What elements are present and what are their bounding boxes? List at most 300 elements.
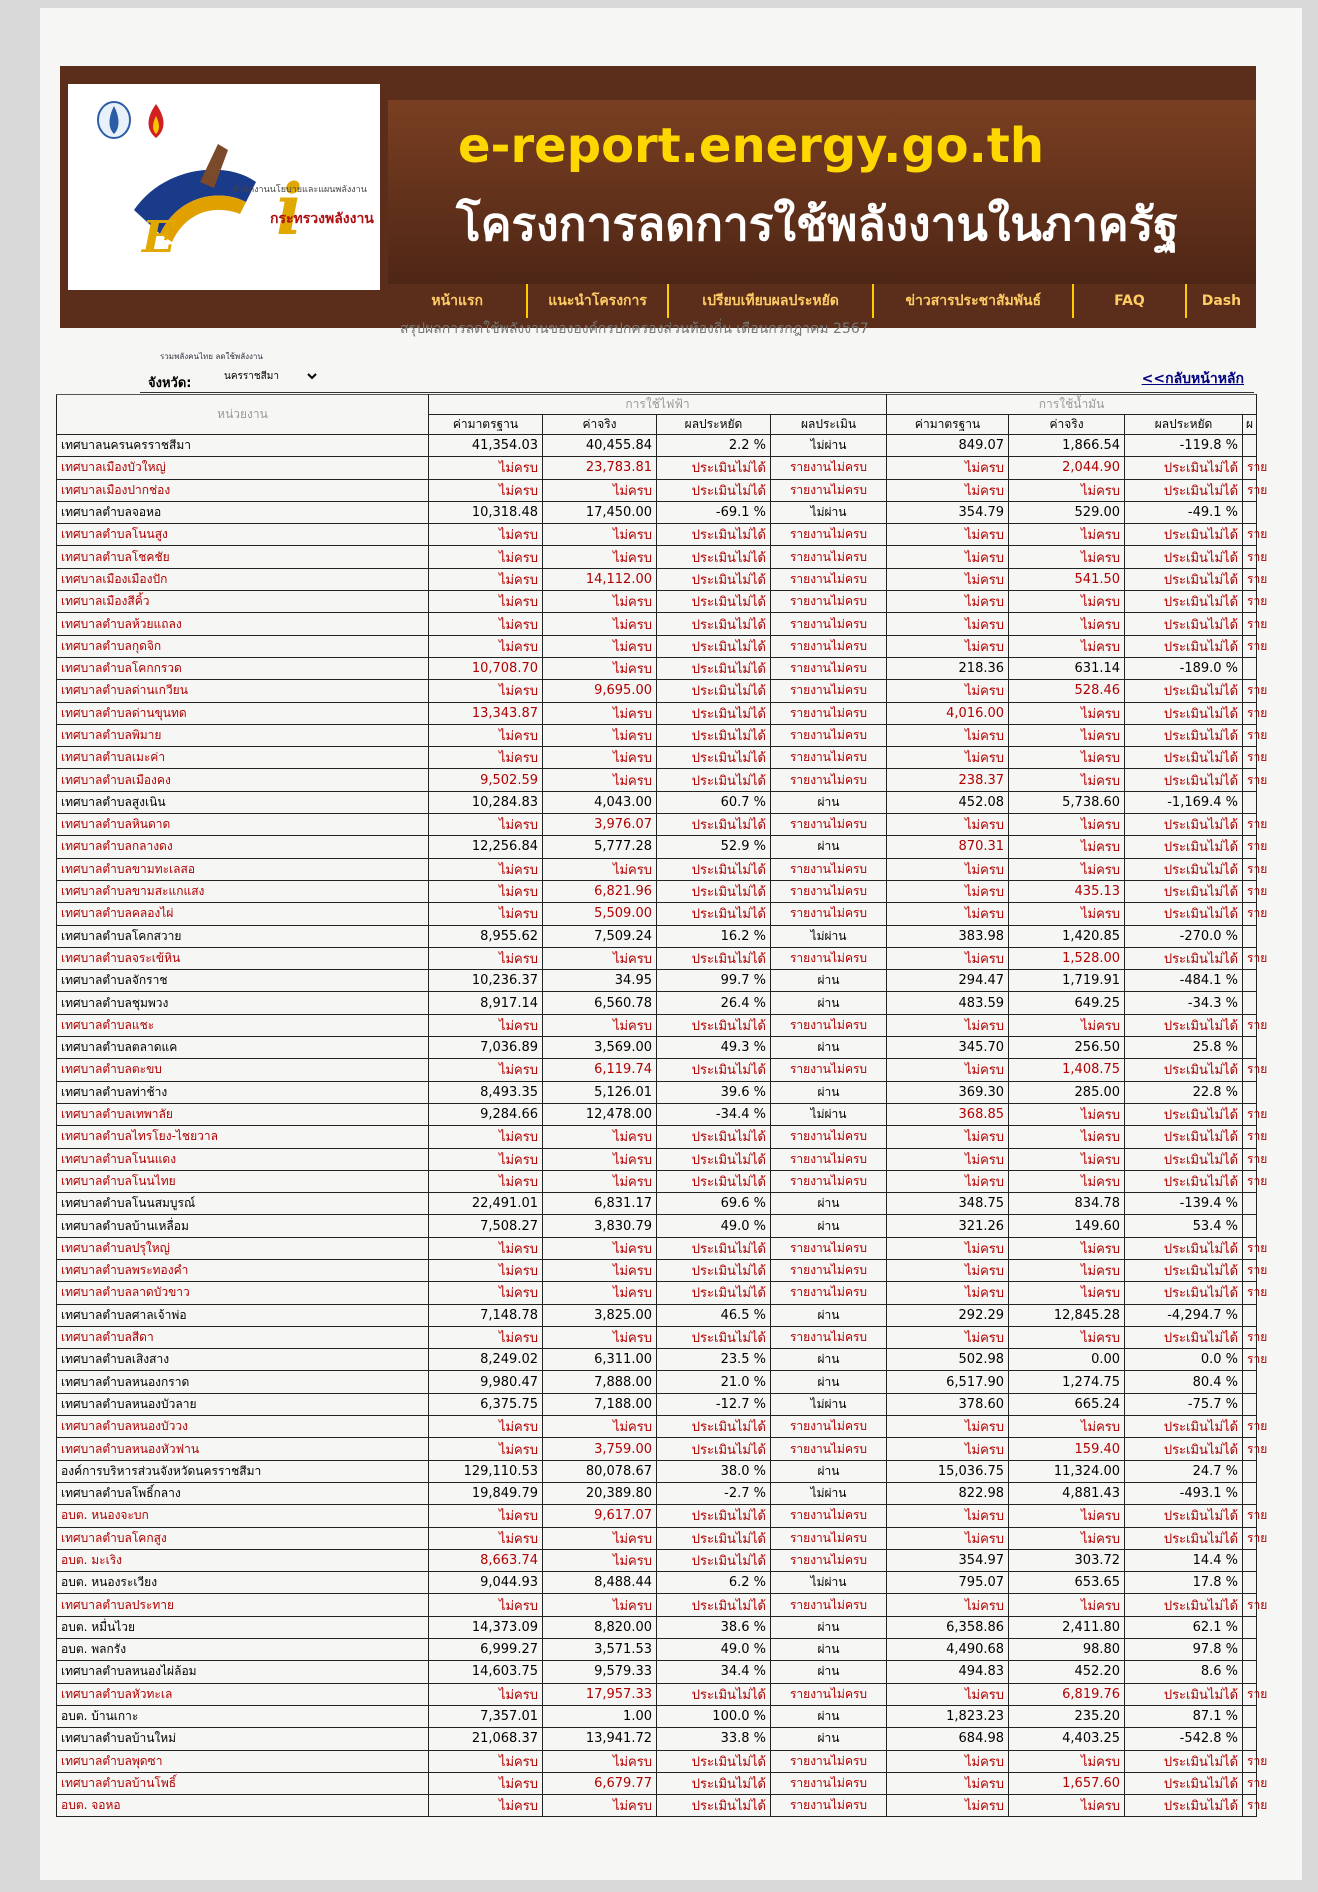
table-row (57, 1416, 1257, 1438)
agency-name-cell[interactable]: เทศบาลตำบลกลางดง (57, 836, 429, 858)
elec-standard-cell: ไม่ครบ (429, 635, 543, 657)
elec-saving-cell: ประเมินไม่ได้ (657, 1549, 771, 1571)
agency-name-cell: อบต. พลกรัง (57, 1639, 429, 1661)
elec-standard-cell: 12,256.84 (429, 836, 543, 858)
agency-name-cell[interactable]: เทศบาลตำบลหัวทะเล (57, 1683, 429, 1705)
elec-standard-cell: 13,343.87 (429, 702, 543, 724)
column-header: ค่ามาตรฐาน (429, 415, 543, 435)
fuel-saving-cell: -75.7 % (1125, 1393, 1243, 1415)
nav-compare[interactable]: เปรียบเทียบผลประหยัด (667, 284, 873, 318)
table-row (57, 1237, 1257, 1259)
logo-slogan-text: รวมพลังคนไทย ลดใช้พลังงาน (160, 352, 263, 361)
table-row (57, 501, 1257, 523)
svg-text:E: E (142, 212, 176, 263)
agency-name-cell: เทศบาลตำบลตลาดแค (57, 1037, 429, 1059)
fuel-standard-cell: ไม่ครบ (887, 724, 1009, 746)
fuel-result-cell: ราย (1243, 1326, 1257, 1348)
elec-saving-cell: 16.2 % (657, 925, 771, 947)
fuel-saving-cell: ประเมินไม่ได้ (1125, 880, 1243, 902)
table-row (57, 1193, 1257, 1215)
fuel-saving-cell: ประเมินไม่ได้ (1125, 457, 1243, 479)
table-row (57, 925, 1257, 947)
elec-standard-cell: 6,375.75 (429, 1393, 543, 1415)
fuel-saving-cell: -4,294.7 % (1125, 1304, 1243, 1326)
table-row (57, 546, 1257, 568)
fuel-result-cell (1243, 1393, 1257, 1415)
agency-name-cell[interactable]: เทศบาลตำบลปรุใหญ่ (57, 1237, 429, 1259)
nav-faq[interactable]: FAQ (1072, 284, 1185, 318)
elec-standard-cell: 8,955.62 (429, 925, 543, 947)
agency-name-cell[interactable]: เทศบาลเมืองบัวใหญ่ (57, 457, 429, 479)
agency-name-cell[interactable]: เทศบาลตำบลตะขบ (57, 1059, 429, 1081)
agency-name-cell[interactable]: เทศบาลตำบลโคกกรวด (57, 657, 429, 679)
elec-saving-cell: 52.9 % (657, 836, 771, 858)
elec-actual-cell: ไม่ครบ (543, 702, 657, 724)
nav-news[interactable]: ข่าวสารประชาสัมพันธ์ (872, 284, 1072, 318)
fuel-actual-cell: 649.25 (1009, 992, 1125, 1014)
agency-name-cell[interactable]: เทศบาลตำบลขามสะแกแสง (57, 880, 429, 902)
fuel-standard-cell: 4,490.68 (887, 1639, 1009, 1661)
elec-result-cell: รายงานไม่ครบ (771, 1549, 887, 1571)
agency-name-cell[interactable]: เทศบาลตำบลโนนไทย (57, 1170, 429, 1192)
agency-name-cell[interactable]: อบต. มะเริง (57, 1549, 429, 1571)
fuel-saving-cell: -1,169.4 % (1125, 791, 1243, 813)
fuel-result-cell: ราย (1243, 724, 1257, 746)
elec-actual-cell: 6,679.77 (543, 1772, 657, 1794)
agency-name-cell[interactable]: เทศบาลตำบลพระทองคำ (57, 1259, 429, 1281)
agency-name-cell: เทศบาลตำบลสูงเนิน (57, 791, 429, 813)
elec-saving-cell: ประเมินไม่ได้ (657, 858, 771, 880)
table-row (57, 903, 1257, 925)
agency-name-cell: เทศบาลตำบลโนนสมบูรณ์ (57, 1193, 429, 1215)
agency-name-cell[interactable]: เทศบาลเมืองปากช่อง (57, 479, 429, 501)
agency-name-cell[interactable]: เทศบาลเมืองสีคิ้ว (57, 591, 429, 613)
fuel-actual-cell: ไม่ครบ (1009, 769, 1125, 791)
nav-about[interactable]: แนะนำโครงการ (526, 284, 666, 318)
elec-result-cell: รายงานไม่ครบ (771, 1059, 887, 1081)
elec-standard-cell: 9,502.59 (429, 769, 543, 791)
elec-standard-cell: ไม่ครบ (429, 814, 543, 836)
elec-saving-cell: 21.0 % (657, 1371, 771, 1393)
agency-name-cell[interactable]: เทศบาลตำบลหนองบัววง (57, 1416, 429, 1438)
elec-result-cell: รายงานไม่ครบ (771, 457, 887, 479)
fuel-standard-cell: ไม่ครบ (887, 568, 1009, 590)
elec-actual-cell: 20,389.80 (543, 1482, 657, 1504)
fuel-result-cell (1243, 992, 1257, 1014)
agency-name-cell[interactable]: เทศบาลตำบลหินดาด (57, 814, 429, 836)
fuel-actual-cell: ไม่ครบ (1009, 1527, 1125, 1549)
elec-saving-cell: -2.7 % (657, 1482, 771, 1504)
main-nav (388, 284, 1256, 318)
agency-name-cell[interactable]: เทศบาลตำบลเมืองคง (57, 769, 429, 791)
fuel-saving-cell: ประเมินไม่ได้ (1125, 1148, 1243, 1170)
fuel-standard-cell: 870.31 (887, 836, 1009, 858)
agency-name-cell[interactable]: เทศบาลตำบลเมะค่า (57, 747, 429, 769)
elec-standard-cell: 14,373.09 (429, 1616, 543, 1638)
agency-name-cell[interactable]: เทศบาลตำบลโนนสูง (57, 524, 429, 546)
fuel-actual-cell: 653.65 (1009, 1572, 1125, 1594)
elec-result-cell: ผ่าน (771, 1460, 887, 1482)
table-row (57, 1059, 1257, 1081)
fuel-standard-cell: ไม่ครบ (887, 1170, 1009, 1192)
elec-saving-cell: ประเมินไม่ได้ (657, 635, 771, 657)
fuel-result-cell (1243, 1081, 1257, 1103)
province-select[interactable] (220, 370, 320, 383)
elec-standard-cell: 10,284.83 (429, 791, 543, 813)
fuel-result-cell (1243, 435, 1257, 457)
agency-name-cell[interactable]: เทศบาลตำบลจระเข้หิน (57, 947, 429, 969)
elec-actual-cell: ไม่ครบ (543, 1750, 657, 1772)
elec-standard-cell: ไม่ครบ (429, 1795, 543, 1817)
elec-saving-cell: ประเมินไม่ได้ (657, 524, 771, 546)
elec-saving-cell: ประเมินไม่ได้ (657, 1126, 771, 1148)
elec-standard-cell: 6,999.27 (429, 1639, 543, 1661)
elec-saving-cell: ประเมินไม่ได้ (657, 1438, 771, 1460)
elec-actual-cell: ไม่ครบ (543, 1170, 657, 1192)
elec-saving-cell: ประเมินไม่ได้ (657, 1170, 771, 1192)
fuel-standard-cell: ไม่ครบ (887, 546, 1009, 568)
logo-ministry-text: กระทรวงพลังงาน (270, 211, 374, 227)
agency-name-cell: เทศบาลตำบลชุมพวง (57, 992, 429, 1014)
elec-result-cell: รายงานไม่ครบ (771, 1237, 887, 1259)
elec-standard-cell: ไม่ครบ (429, 1282, 543, 1304)
elec-actual-cell: 14,112.00 (543, 568, 657, 590)
fuel-saving-cell: 0.0 % (1125, 1349, 1243, 1371)
electric-group-header: การใช้ไฟฟ้า (429, 395, 887, 415)
agency-name-cell[interactable]: เทศบาลตำบลสีดา (57, 1326, 429, 1348)
fuel-result-cell: ราย (1243, 524, 1257, 546)
agency-name-cell[interactable]: อบต. จอหอ (57, 1795, 429, 1817)
elec-saving-cell: 34.4 % (657, 1661, 771, 1683)
elec-saving-cell: 100.0 % (657, 1705, 771, 1727)
elec-result-cell: รายงานไม่ครบ (771, 1750, 887, 1772)
fuel-standard-cell: 6,517.90 (887, 1371, 1009, 1393)
fuel-saving-cell: ประเมินไม่ได้ (1125, 1750, 1243, 1772)
table-row (57, 1148, 1257, 1170)
elec-standard-cell: 129,110.53 (429, 1460, 543, 1482)
fuel-saving-cell: -189.0 % (1125, 657, 1243, 679)
elec-actual-cell: 9,695.00 (543, 680, 657, 702)
table-row (57, 457, 1257, 479)
elec-standard-cell: 10,318.48 (429, 501, 543, 523)
fuel-saving-cell: ประเมินไม่ได้ (1125, 1126, 1243, 1148)
elec-result-cell: ไม่ผ่าน (771, 501, 887, 523)
elec-actual-cell: 3,759.00 (543, 1438, 657, 1460)
elec-actual-cell: ไม่ครบ (543, 1594, 657, 1616)
elec-result-cell: รายงานไม่ครบ (771, 747, 887, 769)
table-row (57, 1170, 1257, 1192)
fuel-standard-cell: ไม่ครบ (887, 1259, 1009, 1281)
elec-saving-cell: -12.7 % (657, 1393, 771, 1415)
fuel-standard-cell: 684.98 (887, 1728, 1009, 1750)
elec-saving-cell: 99.7 % (657, 970, 771, 992)
elec-result-cell: รายงานไม่ครบ (771, 814, 887, 836)
elec-result-cell: ผ่าน (771, 1728, 887, 1750)
agency-name-cell[interactable]: อบต. หนองจะบก (57, 1505, 429, 1527)
agency-name-cell[interactable]: เทศบาลตำบลคลองไผ่ (57, 903, 429, 925)
elec-actual-cell: 6,560.78 (543, 992, 657, 1014)
fuel-standard-cell: ไม่ครบ (887, 1683, 1009, 1705)
fuel-saving-cell: ประเมินไม่ได้ (1125, 680, 1243, 702)
fuel-result-cell (1243, 791, 1257, 813)
fuel-actual-cell: ไม่ครบ (1009, 1170, 1125, 1192)
agency-name-cell[interactable]: เทศบาลตำบลด่านเกวียน (57, 680, 429, 702)
fuel-result-cell: ราย (1243, 836, 1257, 858)
fuel-saving-cell: ประเมินไม่ได้ (1125, 1416, 1243, 1438)
fuel-saving-cell: ประเมินไม่ได้ (1125, 836, 1243, 858)
fuel-saving-cell: ประเมินไม่ได้ (1125, 769, 1243, 791)
fuel-actual-cell: ไม่ครบ (1009, 1103, 1125, 1125)
elec-result-cell: ไม่ผ่าน (771, 925, 887, 947)
elec-actual-cell: ไม่ครบ (543, 524, 657, 546)
table-row (57, 791, 1257, 813)
elec-result-cell: ผ่าน (771, 1349, 887, 1371)
fuel-saving-cell: 25.8 % (1125, 1037, 1243, 1059)
fuel-standard-cell: 345.70 (887, 1037, 1009, 1059)
agency-name-cell[interactable]: เทศบาลเมืองเมืองปัก (57, 568, 429, 590)
elec-standard-cell: ไม่ครบ (429, 1170, 543, 1192)
elec-actual-cell: 17,957.33 (543, 1683, 657, 1705)
elec-saving-cell: ประเมินไม่ได้ (657, 546, 771, 568)
elec-result-cell: รายงานไม่ครบ (771, 702, 887, 724)
fuel-result-cell (1243, 1639, 1257, 1661)
elec-result-cell: รายงานไม่ครบ (771, 524, 887, 546)
fuel-actual-cell: ไม่ครบ (1009, 1594, 1125, 1616)
fuel-saving-cell: ประเมินไม่ได้ (1125, 858, 1243, 880)
elec-actual-cell: ไม่ครบ (543, 1148, 657, 1170)
fuel-actual-cell: ไม่ครบ (1009, 836, 1125, 858)
fuel-result-cell: ราย (1243, 1527, 1257, 1549)
fuel-result-cell (1243, 1482, 1257, 1504)
nav-dashboard[interactable]: Dash (1185, 284, 1256, 318)
fuel-actual-cell: ไม่ครบ (1009, 724, 1125, 746)
agency-name-cell[interactable]: เทศบาลตำบลพิมาย (57, 724, 429, 746)
agency-name-cell[interactable]: เทศบาลตำบลห้วยแถลง (57, 613, 429, 635)
fuel-standard-cell: 822.98 (887, 1482, 1009, 1504)
elec-saving-cell: ประเมินไม่ได้ (657, 724, 771, 746)
fuel-saving-cell: ประเมินไม่ได้ (1125, 568, 1243, 590)
agency-name-cell: เทศบาลตำบลจอหอ (57, 501, 429, 523)
fuel-saving-cell: 87.1 % (1125, 1705, 1243, 1727)
agency-name-cell: อบต. บ้านเกาะ (57, 1705, 429, 1727)
table-row (57, 1037, 1257, 1059)
fuel-saving-cell: ประเมินไม่ได้ (1125, 1059, 1243, 1081)
elec-saving-cell: ประเมินไม่ได้ (657, 591, 771, 613)
agency-name-cell[interactable]: เทศบาลตำบลโชคชัย (57, 546, 429, 568)
fuel-standard-cell: 369.30 (887, 1081, 1009, 1103)
table-row (57, 435, 1257, 457)
elec-result-cell: รายงานไม่ครบ (771, 613, 887, 635)
elec-result-cell: รายงานไม่ครบ (771, 1014, 887, 1036)
fuel-standard-cell: 292.29 (887, 1304, 1009, 1326)
table-row (57, 1126, 1257, 1148)
elec-actual-cell: ไม่ครบ (543, 1014, 657, 1036)
elec-saving-cell: ประเมินไม่ได้ (657, 1683, 771, 1705)
elec-actual-cell: ไม่ครบ (543, 724, 657, 746)
agency-name-cell[interactable]: เทศบาลตำบลไทรโยง-ไชยวาล (57, 1126, 429, 1148)
fuel-standard-cell: ไม่ครบ (887, 1416, 1009, 1438)
elec-standard-cell: ไม่ครบ (429, 457, 543, 479)
table-row (57, 947, 1257, 969)
elec-actual-cell: ไม่ครบ (543, 657, 657, 679)
agency-name-cell[interactable]: เทศบาลตำบลแชะ (57, 1014, 429, 1036)
fuel-actual-cell: 5,738.60 (1009, 791, 1125, 813)
fuel-result-cell (1243, 1616, 1257, 1638)
back-home-link[interactable]: <<กลับหน้าหลัก (1141, 371, 1244, 387)
fuel-standard-cell: ไม่ครบ (887, 1237, 1009, 1259)
fuel-result-cell: ราย (1243, 880, 1257, 902)
agency-name-cell[interactable]: เทศบาลตำบลเทพาลัย (57, 1103, 429, 1125)
fuel-standard-cell: ไม่ครบ (887, 814, 1009, 836)
table-row (57, 1081, 1257, 1103)
fuel-saving-cell: -493.1 % (1125, 1482, 1243, 1504)
agency-name-cell[interactable]: เทศบาลตำบลกุดจิก (57, 635, 429, 657)
elec-actual-cell: 6,821.96 (543, 880, 657, 902)
elec-saving-cell: 69.6 % (657, 1193, 771, 1215)
elec-standard-cell: 22,491.01 (429, 1193, 543, 1215)
table-row (57, 1349, 1257, 1371)
elec-result-cell: ผ่าน (771, 1705, 887, 1727)
table-row (57, 1549, 1257, 1571)
table-row (57, 1326, 1257, 1348)
fuel-saving-cell: -119.8 % (1125, 435, 1243, 457)
fuel-saving-cell: ประเมินไม่ได้ (1125, 702, 1243, 724)
fuel-result-cell: ราย (1243, 1259, 1257, 1281)
elec-actual-cell: ไม่ครบ (543, 1416, 657, 1438)
elec-result-cell: ไม่ผ่าน (771, 1572, 887, 1594)
fuel-actual-cell: ไม่ครบ (1009, 1126, 1125, 1148)
fuel-saving-cell: ประเมินไม่ได้ (1125, 591, 1243, 613)
fuel-saving-cell: 62.1 % (1125, 1616, 1243, 1638)
fuel-result-cell: ราย (1243, 1282, 1257, 1304)
fuel-actual-cell: 1,274.75 (1009, 1371, 1125, 1393)
elec-actual-cell: 3,571.53 (543, 1639, 657, 1661)
elec-standard-cell: ไม่ครบ (429, 1527, 543, 1549)
province-label: จังหวัด: (148, 376, 192, 391)
fuel-result-cell: ราย (1243, 1170, 1257, 1192)
table-row (57, 680, 1257, 702)
elec-saving-cell: 49.3 % (657, 1037, 771, 1059)
table-row (57, 1572, 1257, 1594)
elec-saving-cell: ประเมินไม่ได้ (657, 769, 771, 791)
fuel-standard-cell: 354.79 (887, 501, 1009, 523)
fuel-actual-cell: ไม่ครบ (1009, 747, 1125, 769)
fuel-saving-cell: 97.8 % (1125, 1639, 1243, 1661)
fuel-actual-cell: ไม่ครบ (1009, 903, 1125, 925)
elec-saving-cell: ประเมินไม่ได้ (657, 1326, 771, 1348)
fuel-result-cell: ราย (1243, 613, 1257, 635)
elec-actual-cell: 9,579.33 (543, 1661, 657, 1683)
elec-standard-cell: 21,068.37 (429, 1728, 543, 1750)
elec-actual-cell: 4,043.00 (543, 791, 657, 813)
agency-name-cell: อบต. หนองระเวียง (57, 1572, 429, 1594)
elec-result-cell: รายงานไม่ครบ (771, 1259, 887, 1281)
table-row (57, 1460, 1257, 1482)
fuel-actual-cell: ไม่ครบ (1009, 546, 1125, 568)
fuel-actual-cell: 1,719.91 (1009, 970, 1125, 992)
elec-result-cell: รายงานไม่ครบ (771, 546, 887, 568)
elec-standard-cell: 19,849.79 (429, 1482, 543, 1504)
elec-result-cell: รายงานไม่ครบ (771, 947, 887, 969)
agency-name-cell[interactable]: เทศบาลตำบลด่านขุนทด (57, 702, 429, 724)
fuel-saving-cell: -270.0 % (1125, 925, 1243, 947)
elec-saving-cell: ประเมินไม่ได้ (657, 947, 771, 969)
column-header: ผลประหยัด (657, 415, 771, 435)
elec-result-cell: รายงานไม่ครบ (771, 568, 887, 590)
elec-actual-cell: 80,078.67 (543, 1460, 657, 1482)
elec-result-cell: ผ่าน (771, 970, 887, 992)
table-row (57, 1772, 1257, 1794)
fuel-standard-cell: ไม่ครบ (887, 880, 1009, 902)
fuel-saving-cell: -34.3 % (1125, 992, 1243, 1014)
elec-result-cell: ผ่าน (771, 1616, 887, 1638)
fuel-standard-cell: ไม่ครบ (887, 1795, 1009, 1817)
fuel-result-cell (1243, 1460, 1257, 1482)
elec-actual-cell: 34.95 (543, 970, 657, 992)
agency-name-cell[interactable]: เทศบาลตำบลโนนแดง (57, 1148, 429, 1170)
fuel-actual-cell: ไม่ครบ (1009, 613, 1125, 635)
fuel-standard-cell: 218.36 (887, 657, 1009, 679)
fuel-result-cell: ราย (1243, 635, 1257, 657)
agency-name-cell: เทศบาลตำบลบ้านเหลื่อม (57, 1215, 429, 1237)
elec-saving-cell: ประเมินไม่ได้ (657, 1148, 771, 1170)
nav-home[interactable]: หน้าแรก (388, 284, 526, 318)
elec-actual-cell: ไม่ครบ (543, 1259, 657, 1281)
fuel-result-cell: ราย (1243, 1059, 1257, 1081)
fuel-result-cell (1243, 1193, 1257, 1215)
table-row (57, 1304, 1257, 1326)
elec-standard-cell: ไม่ครบ (429, 1148, 543, 1170)
agency-name-cell[interactable]: เทศบาลตำบลโคกสูง (57, 1527, 429, 1549)
fuel-result-cell (1243, 1371, 1257, 1393)
fuel-standard-cell: ไม่ครบ (887, 1505, 1009, 1527)
elec-result-cell: รายงานไม่ครบ (771, 635, 887, 657)
fuel-standard-cell: ไม่ครบ (887, 1148, 1009, 1170)
agency-name-cell[interactable]: เทศบาลตำบลลาดบัวขาว (57, 1282, 429, 1304)
agency-name-cell[interactable]: เทศบาลตำบลพุดซา (57, 1750, 429, 1772)
elec-result-cell: รายงานไม่ครบ (771, 1170, 887, 1192)
fuel-standard-cell: ไม่ครบ (887, 1326, 1009, 1348)
table-body (57, 435, 1268, 1817)
column-header: ค่าจริง (543, 415, 657, 435)
agency-name-cell[interactable]: เทศบาลตำบลขามทะเลสอ (57, 858, 429, 880)
fuel-saving-cell: ประเมินไม่ได้ (1125, 1326, 1243, 1348)
fuel-standard-cell: 378.60 (887, 1393, 1009, 1415)
agency-name-cell[interactable]: เทศบาลตำบลบ้านโพธิ์ (57, 1772, 429, 1794)
fuel-result-cell: ราย (1243, 457, 1257, 479)
fuel-standard-cell: ไม่ครบ (887, 457, 1009, 479)
fuel-standard-cell: 483.59 (887, 992, 1009, 1014)
elec-actual-cell: 40,455.84 (543, 435, 657, 457)
elec-standard-cell: ไม่ครบ (429, 903, 543, 925)
agency-name-cell: อบต. หมื่นไวย (57, 1616, 429, 1638)
elec-result-cell: ผ่าน (771, 1371, 887, 1393)
fuel-result-cell: ราย (1243, 479, 1257, 501)
elec-result-cell: รายงานไม่ครบ (771, 680, 887, 702)
agency-name-cell[interactable]: เทศบาลตำบลหนองหัวฟาน (57, 1438, 429, 1460)
fuel-actual-cell: ไม่ครบ (1009, 1795, 1125, 1817)
elec-result-cell: รายงานไม่ครบ (771, 1795, 887, 1817)
fuel-result-cell (1243, 1661, 1257, 1683)
fuel-result-cell: ราย (1243, 1594, 1257, 1616)
elec-actual-cell: 9,617.07 (543, 1505, 657, 1527)
table-row (57, 524, 1257, 546)
elec-saving-cell: -34.4 % (657, 1103, 771, 1125)
logo-agency-text: สำนักงานนโยบายและแผนพลังงาน (232, 185, 367, 195)
agency-name-cell[interactable]: เทศบาลตำบลประทาย (57, 1594, 429, 1616)
fuel-standard-cell: 6,358.86 (887, 1616, 1009, 1638)
elec-actual-cell: ไม่ครบ (543, 947, 657, 969)
